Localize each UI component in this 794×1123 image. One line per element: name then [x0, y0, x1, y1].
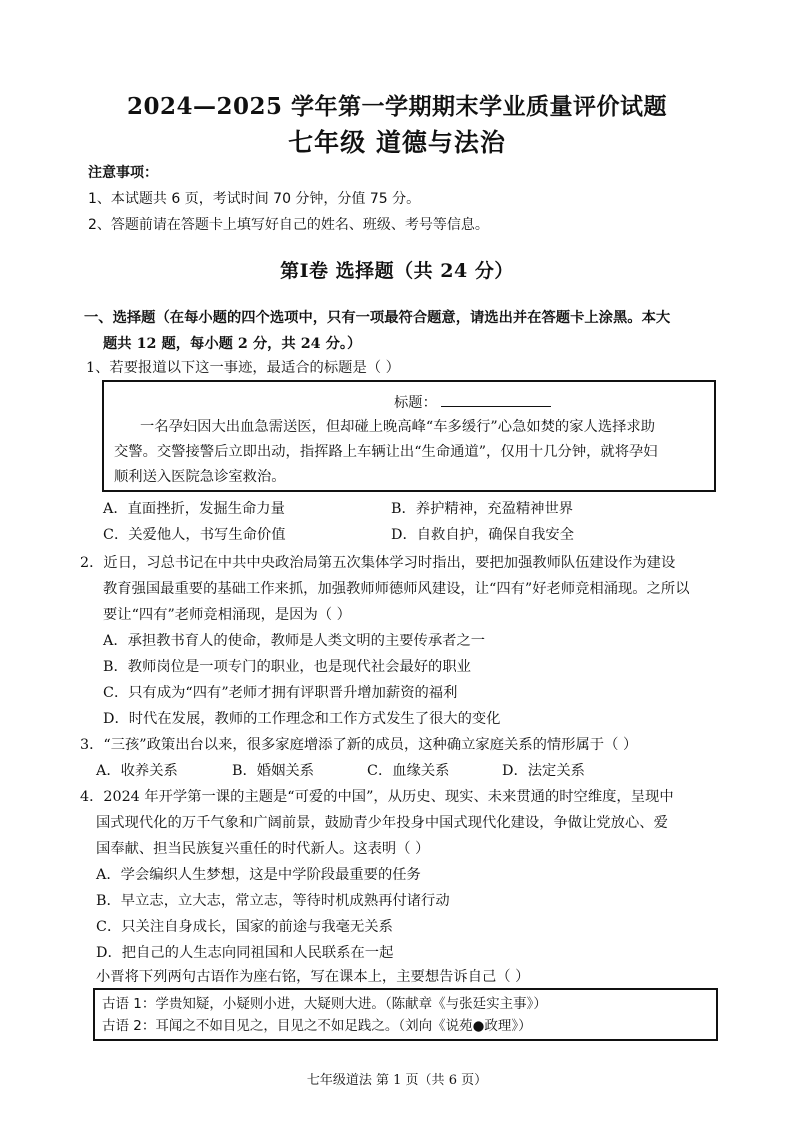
option-d: D．时代在发展，教师的工作理念和工作方式发生了很大的变化: [103, 711, 501, 727]
option-c: C．关爱他人，书写生命价值: [103, 527, 286, 543]
headline-field: [394, 390, 551, 416]
question-1-material-box: [102, 380, 716, 492]
option-d: D．自救自护，确保自我安全: [391, 527, 575, 543]
question-4-stem: 国式现代化的万千气象和广阔前景，鼓励青少年投身中国式现代化建设，争做让党放心、爱: [96, 815, 668, 831]
question-3-stem: 3．“三孩”政策出台以来，很多家庭增添了新的成员，这种确立家庭关系的情形属于（ ）: [80, 737, 638, 753]
section-title: 第Ⅰ卷 选择题（共 24 分）: [280, 260, 514, 282]
option-b: B．婚姻关系: [232, 763, 314, 779]
notes-item: 1、本试题共 6 页，考试时间 70 分钟，分值 75 分。: [88, 191, 421, 207]
quote-box: [93, 988, 718, 1041]
option-a: A．收养关系: [96, 763, 178, 779]
headline-label: 标题：: [394, 395, 437, 411]
page-footer: 七年级道法 第 1 页（共 6 页）: [306, 1073, 488, 1088]
material-text: 交警。交警接警后立即出动，指挥路上车辆让出“生命通道”，仅用十几分钟，就将孕妇: [114, 444, 658, 460]
quote-2: 古语 2：耳闻之不如目见之，目见之不如足践之。（刘向《说苑●政理》）: [102, 1018, 532, 1034]
headline-blank: [441, 394, 551, 407]
notes-item: 2、答题前请在答题卡上填写好自己的姓名、班级、考号等信息。: [88, 217, 489, 233]
option-c: C．血缘关系: [367, 763, 450, 779]
option-c: C．只有成为“四有”老师才拥有评职晋升增加薪资的福利: [103, 685, 458, 701]
question-4-stem: 4．2024 年开学第一课的主题是“可爱的中国”，从历史、现实、未来贯通的时空维度，呈现中: [80, 789, 674, 805]
question-2-stem: 要让“四有”老师竞相涌现，是因为（ ）: [103, 607, 351, 623]
option-d: D．把自己的人生志向同祖国和人民联系在一起: [96, 945, 394, 961]
notes-block: [88, 160, 489, 238]
quote-1: 古语 1：学贵知疑，小疑则小进，大疑则大进。（陈献章《与张廷实主事》）: [102, 996, 547, 1012]
option-b: B．教师岗位是一项专门的职业，也是现代社会最好的职业: [103, 659, 471, 675]
exam-title: 2024—2025 学年第一学期期末学业质量评价试题: [126, 93, 668, 120]
question-4-stem: 国奉献、担当民族复兴重任的时代新人。这表明（ ）: [96, 841, 430, 857]
option-c: C．只关注自身成长，国家的前途与我毫无关系: [96, 919, 393, 935]
exam-subtitle: 七年级 道德与法治: [288, 128, 506, 157]
question-1-stem: 1、若要报道以下这一事迹，最适合的标题是（ ）: [86, 360, 400, 376]
material-text: 一名孕妇因大出血急需送医，但却碰上晚高峰“车多缓行”心急如焚的家人选择求助: [140, 419, 656, 435]
option-b: B．养护精神，充盈精神世界: [391, 501, 574, 517]
option-a: A．承担教书育人的使命，教师是人类文明的主要传承者之一: [103, 633, 486, 649]
section-instruction: 题共 12 题，每小题 2 分，共 24 分。）: [103, 336, 362, 352]
question-2-stem: 教育强国最重要的基础工作来抓，加强教师师德师风建设，让“四有”好老师竞相涌现。之所以: [103, 581, 690, 597]
question-5-stem: 小晋将下列两句古语作为座右铭，写在课本上，主要想告诉自己（ ）: [96, 969, 530, 985]
option-b: B．早立志，立大志，常立志，等待时机成熟再付诸行动: [96, 893, 450, 909]
material-text: 顺利送入医院急诊室救治。: [114, 469, 286, 485]
option-d: D．法定关系: [502, 763, 585, 779]
section-instruction: 一、选择题（在每小题的四个选项中，只有一项最符合题意，请选出并在答题卡上涂黑。本大: [84, 310, 671, 326]
option-a: A．直面挫折，发掘生命力量: [103, 501, 285, 517]
question-2-stem: 2．近日，习总书记在中共中央政治局第五次集体学习时指出，要把加强教师队伍建设作为建设: [80, 555, 676, 571]
notes-heading: 注意事项：: [88, 165, 158, 181]
option-a: A．学会编织人生梦想，这是中学阶段最重要的任务: [96, 867, 421, 883]
